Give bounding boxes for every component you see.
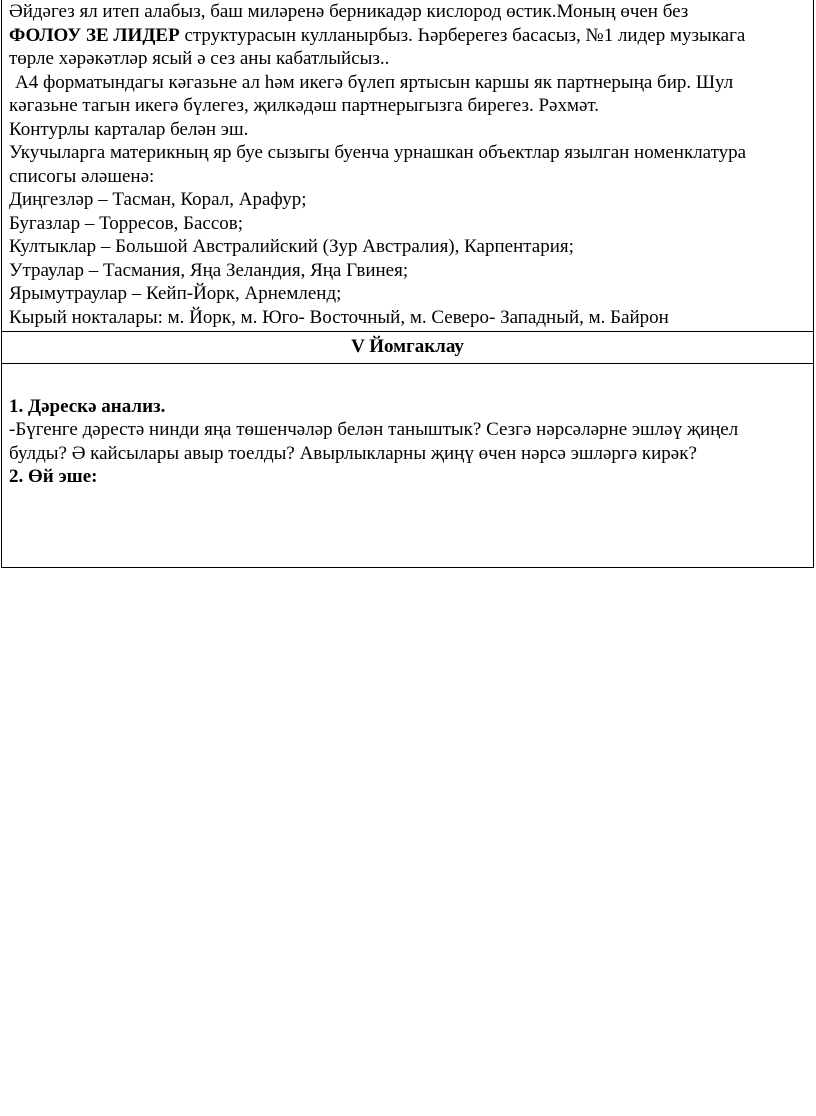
- a4-line-2: кәгазьне тагын икегә бүлегез, җилкәдәш партнерыгызга бирегез. Рәхмәт.: [9, 95, 600, 116]
- nomenclature-item-seas: Диңгезләр – Тасман, Корал, Арафур;: [9, 189, 307, 210]
- homework-heading: 2. Өй эше:: [9, 466, 98, 487]
- nomenclature-item-gulfs: Култыклар – Большой Австралийский (Зур Австралия), Карпентария;: [9, 236, 574, 257]
- intro-line-3: төрле хәрәкәтләр ясый ә сез аны кабатлыйсыз..: [9, 48, 390, 69]
- lesson-table: [1, 0, 814, 568]
- activity-cell: [2, 0, 813, 332]
- analysis-question-1: -Бүгенге дәрестә нинди яңа төшенчәләр белән таныштык? Сезгә нәрсәләрне эшләү җиңел: [9, 419, 739, 440]
- intro-line-2: [9, 24, 807, 48]
- follow-the-leader-title: ФОЛОУ ЗЕ ЛИДЕР: [9, 24, 180, 46]
- analysis-question-2: булды? Ә кайсылары авыр тоелды? Авырлыкларны җиңү өчен нәрсә эшләргә кирәк?: [9, 442, 697, 464]
- analysis-heading: 1. Дәрескә анализ.: [9, 395, 166, 417]
- task-line-2: списогы әләшенә:: [9, 165, 155, 187]
- summary-cell: [2, 364, 813, 567]
- nomenclature-item-capes: Кырый нокталары: м. Йорк, м. Юго- Восточный, м. Северо- Западный, м. Байрон: [9, 306, 669, 328]
- nomenclature-item-islands: Утраулар – Тасмания, Яңа Зеландия, Яңа Гвинея;: [9, 259, 409, 281]
- intro-line-2-rest: структурасын кулланырбыз. Һәрберегез басасыз, №1 лидер музыкага: [179, 24, 746, 46]
- task-line-1: Укучыларга материкның яр буе сызыгы буенча урнашкан объектлар язылган номенклатура: [9, 142, 747, 163]
- nomenclature-item-peninsulas: Ярымутраулар – Кейп-Йорк, Арнемленд;: [9, 283, 342, 304]
- spacer: [9, 372, 807, 395]
- section-header: V Йомгаклау: [2, 332, 813, 364]
- contour-maps-title: Контурлы карталар белән эш.: [9, 118, 249, 140]
- a4-line-1: А4 форматындагы кәгазьне ал һәм икегә бүлеп яртысын каршы як партнерыңа бир. Шул: [15, 71, 734, 93]
- intro-line-1: Әйдәгез ял итеп алабыз, баш миләренә берникадәр кислород өстик.Моның өчен без: [9, 1, 689, 22]
- nomenclature-item-straits: Бугазлар – Торресов, Бассов;: [9, 212, 244, 234]
